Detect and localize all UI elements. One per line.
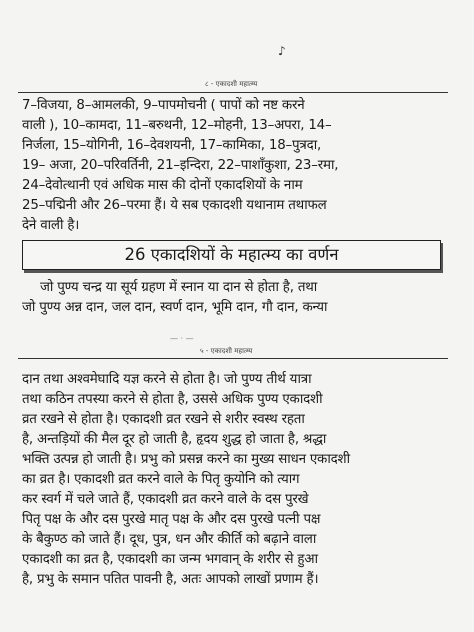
- page-divider-dots: — · —: [170, 334, 194, 343]
- body-line: जो पुण्य चन्द्र या सूर्य ग्रहण में स्नान या दान से होता है, तथा: [40, 280, 318, 295]
- body-line: है, प्रभु के समान पतित पावनी है, अतः आपको लाखों प्रणाम हैं।: [22, 572, 319, 587]
- body-line: तथा कठिन तपस्या करने से होता है, उससे अधिक पुण्य एकादशी: [22, 392, 323, 407]
- body-line: 7–विजया, 8–आमलकी, 9–पापमोचनी ( पापों को नष्ट करने: [22, 98, 305, 113]
- body-line: है, अन्तड़ियों की मैल दूर हो जाती है, हृदय शुद्ध हो जाता है, श्रद्धा: [22, 432, 327, 447]
- body-line: निर्जला, 15–योगिनी, 16–देवशयनी, 17–कामिका, 18–पुत्रदा,: [22, 138, 322, 153]
- body-line: दान तथा अश्वमेघादि यज्ञ करने से होता है। जो पुण्य तीर्थ यात्रा: [22, 372, 312, 387]
- header-rule-2: [18, 358, 448, 359]
- header-rule-1: [18, 92, 448, 93]
- body-line: 25–पद्मिनी और 26–परमा हैं। ये सब एकादशी यथानाम तथाफल: [22, 198, 327, 213]
- section-title-box: 26 एकादशियों के महात्म्य का वर्णन: [22, 240, 441, 270]
- body-line: देने वाली है।: [22, 218, 80, 233]
- body-line: भक्ति उत्पन्न हो जाती है। प्रभु को प्रसन्न करने का मुख्य साधन एकादशी: [22, 452, 350, 467]
- body-line: का व्रत है। एकादशी व्रत करने वाले के पितृ कुयोनि को त्याग: [22, 472, 300, 487]
- page-top-mark: ♪: [278, 44, 286, 58]
- body-line: पितृ पक्ष के और दस पुरखे मातृ पक्ष के और दस पुरखे पत्नी पक्ष: [22, 512, 321, 527]
- body-line: व्रत रखने से होता है। एकादशी व्रत रखने से शरीर स्वस्थ रहता: [22, 412, 305, 427]
- body-line: 24–देवोत्थानी एवं अधिक मास की दोनों एकादशियों के नाम: [22, 178, 303, 193]
- page-header-2: ५ - एकादशी महात्म्य: [200, 347, 253, 355]
- body-line: के बैकुण्ठ को जाते हैं। दूध, पुत्र, धन और कीर्ति को बढ़ाने वाला: [22, 532, 317, 547]
- body-line: जो पुण्य अन्न दान, जल दान, स्वर्ण दान, भूमि दान, गौ दान, कन्या: [22, 300, 328, 315]
- body-line: एकादशी का व्रत है, एकादशी का जन्म भगवान् के शरीर से हुआ: [22, 552, 318, 567]
- body-line: वाली ), 10–कामदा, 11–बरुथनी, 12–मोहनी, 13–अपरा, 14–: [22, 118, 332, 133]
- page-header-1: ८ - एकादशी महात्म्य: [205, 80, 258, 88]
- body-line: 19– अजा, 20–परिवर्तिनी, 21–इन्दिरा, 22–पाशाँकुशा, 23–रमा,: [22, 158, 339, 173]
- body-line: कर स्वर्ग में चले जाते हैं, एकादशी व्रत करने वाले के दस पुरखे: [22, 492, 309, 507]
